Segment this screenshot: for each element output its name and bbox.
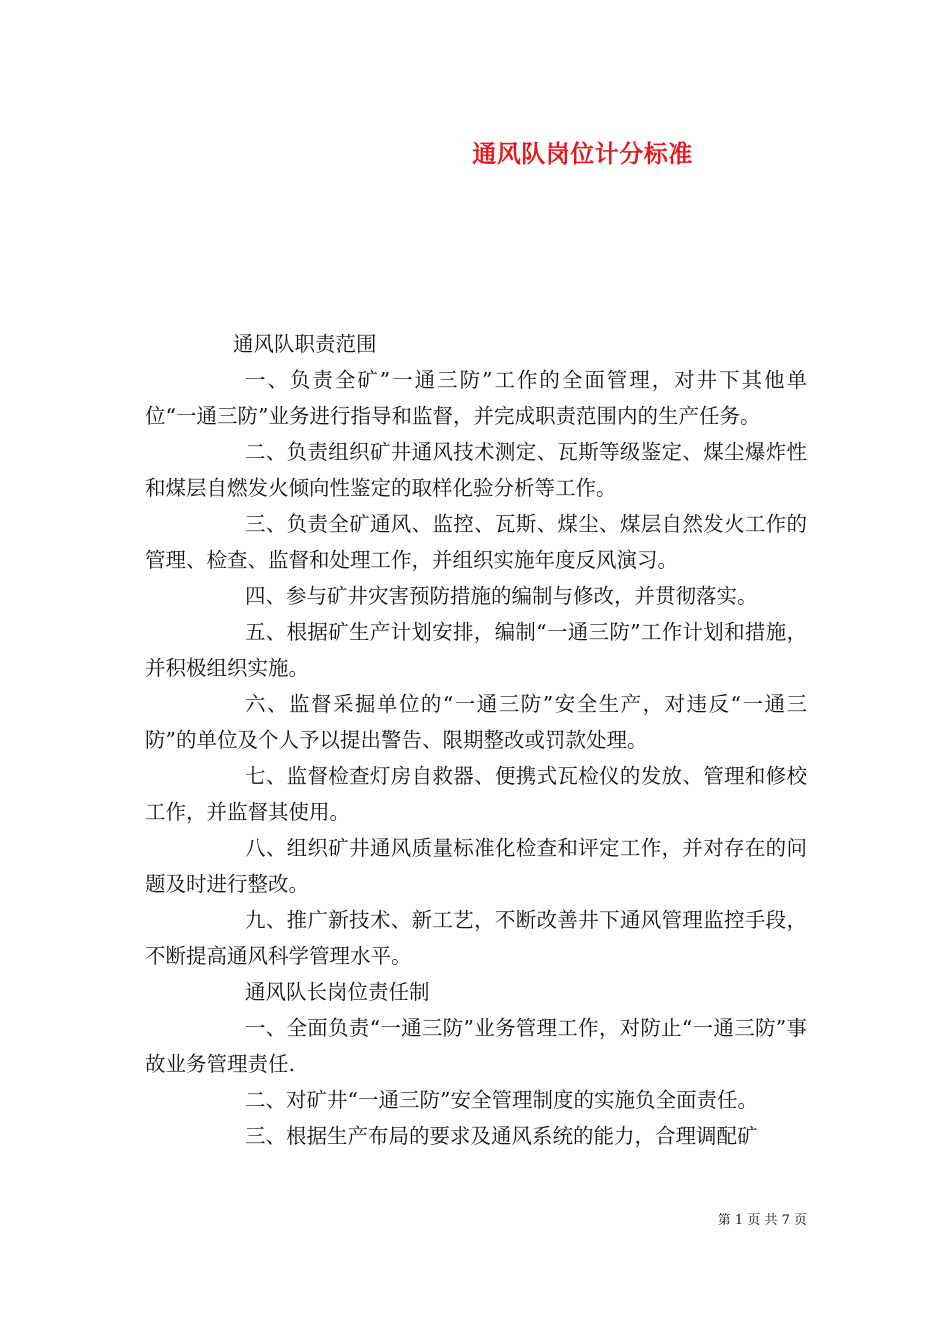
document-body xyxy=(145,326,807,1154)
paragraph-6: 六、监督采掘单位的“一通三防”安全生产，对违反“一通三防”的单位及个人予以提出警告、限期整改或罚款处理。 xyxy=(145,692,807,752)
paragraph-9: 九、推广新技术、新工艺，不断改善井下通风管理监控手段，不断提高通风科学管理水平。 xyxy=(145,908,807,968)
paragraph-5: 五、根据矿生产计划安排，编制“一通三防”工作计划和措施，并积极组织实施。 xyxy=(145,620,807,680)
paragraph-7: 七、监督检查灯房自救器、便携式瓦检仪的发放、管理和修校工作，并监督其使用。 xyxy=(145,764,807,824)
paragraph-1: 一、负责全矿”一通三防”工作的全面管理，对井下其他单位“一通三防”业务进行指导和监督，并完成职责范围内的生产任务。 xyxy=(145,368,807,428)
paragraph-captain-1: 一、全面负责“一通三防”业务管理工作，对防止“一通三防”事故业务管理责任. xyxy=(145,1016,807,1076)
page-number-footer: 第 1 页 共 7 页 xyxy=(717,1213,807,1228)
paragraph-3: 三、负责全矿通风、监控、瓦斯、煤尘、煤层自然发火工作的管理、检查、监督和处理工作，并组织实施年度反风演习。 xyxy=(145,512,807,572)
document-title: 通风队岗位计分标准 xyxy=(472,139,693,168)
paragraph-8: 八、组织矿井通风质量标准化检查和评定工作，并对存在的问题及时进行整改。 xyxy=(145,836,807,896)
section-heading-duties: 通风队职责范围 xyxy=(233,332,377,356)
paragraph-2: 二、负责组织矿井通风技术测定、瓦斯等级鉴定、煤尘爆炸性和煤层自燃发火倾向性鉴定的取样化验分析等工作。 xyxy=(145,440,807,500)
paragraph-4: 四、参与矿井灾害预防措施的编制与修改，并贯彻落实。 xyxy=(245,584,758,608)
paragraph-captain-2: 二、对矿井“一通三防”安全管理制度的实施负全面责任。 xyxy=(245,1088,758,1112)
section-heading-captain: 通风队长岗位责任制 xyxy=(245,980,430,1004)
paragraph-captain-3: 三、根据生产布局的要求及通风系统的能力，合理调配矿 xyxy=(245,1124,758,1148)
